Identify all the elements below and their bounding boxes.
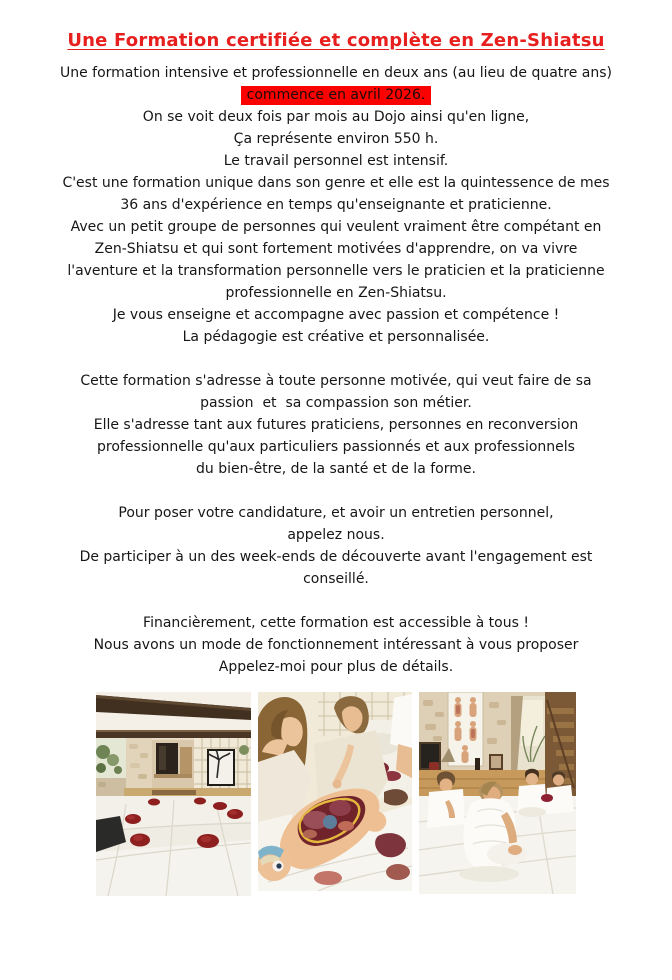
text-line: du bien-être, de la santé et de la forme. <box>196 461 476 477</box>
text-line: passion et sa compassion son métier. <box>200 395 472 411</box>
text-line: Je vous enseigne et accompagne avec passion et compétence ! <box>112 307 560 323</box>
page-title: Une Formation certifiée et complète en Zen-Shiatsu <box>67 30 605 51</box>
paragraph-financing <box>26 612 646 678</box>
text-line: Nous avons un mode de fonctionnement intéressant à vous proposer <box>93 637 579 653</box>
text-line: Elle s'adresse tant aux futures praticiens, personnes en reconversion <box>93 417 579 433</box>
text-line: Pour poser votre candidature, et avoir un entretien personnel, <box>118 505 554 521</box>
text-line: 36 ans d'expérience en temps qu'enseignante et praticienne. <box>120 197 552 213</box>
text-line: C'est une formation unique dans son genre et elle est la quintessence de mes <box>62 175 610 191</box>
text-line: appelez nous. <box>287 527 385 543</box>
text-line: conseillé. <box>303 571 369 587</box>
text-line <box>26 84 646 106</box>
text-line: Le travail personnel est intensif. <box>223 153 449 169</box>
text-line: Une formation intensive et professionnelle en deux ans (au lieu de quatre ans) <box>59 65 612 81</box>
text-line: Zen-Shiatsu et qui sont fortement motivées d'apprendre, on va vivre <box>94 241 578 257</box>
anatomy-model-study-photo <box>258 692 412 891</box>
group-session-illustration <box>419 692 576 894</box>
text-line: On se voit deux fois par mois au Dojo ainsi qu'en ligne, <box>142 109 530 125</box>
highlighted-start-date: commence en avril 2026. <box>241 86 432 105</box>
text-line: l'aventure et la transformation personnelle vers le praticien et la praticienne <box>67 263 605 279</box>
dojo-futons-illustration <box>96 692 251 896</box>
anatomy-study-illustration <box>258 692 412 891</box>
paragraph-candidature <box>26 502 646 590</box>
paragraph-intro <box>26 62 646 348</box>
group-session-photo <box>419 692 576 894</box>
text-line: Financièrement, cette formation est accessible à tous ! <box>143 615 529 631</box>
photo-row <box>0 692 672 896</box>
text-line: La pédagogie est créative et personnalisée. <box>182 329 490 345</box>
text-line: Appelez-moi pour plus de détails. <box>218 659 454 675</box>
text-line: Cette formation s'adresse à toute personne motivée, qui veut faire de sa <box>80 373 592 389</box>
text-line: professionnelle en Zen-Shiatsu. <box>225 285 447 301</box>
text-line: professionnelle qu'aux particuliers passionnés et aux professionnels <box>97 439 575 455</box>
document-page <box>0 29 672 980</box>
dojo-futons-photo <box>96 692 251 896</box>
text-line: Ça représente environ 550 h. <box>233 131 439 147</box>
paragraph-audience <box>26 370 646 480</box>
text-line: De participer à un des week-ends de découverte avant l'engagement est <box>79 549 593 565</box>
text-line: Avec un petit groupe de personnes qui veulent vraiment être compétant en <box>70 219 602 235</box>
